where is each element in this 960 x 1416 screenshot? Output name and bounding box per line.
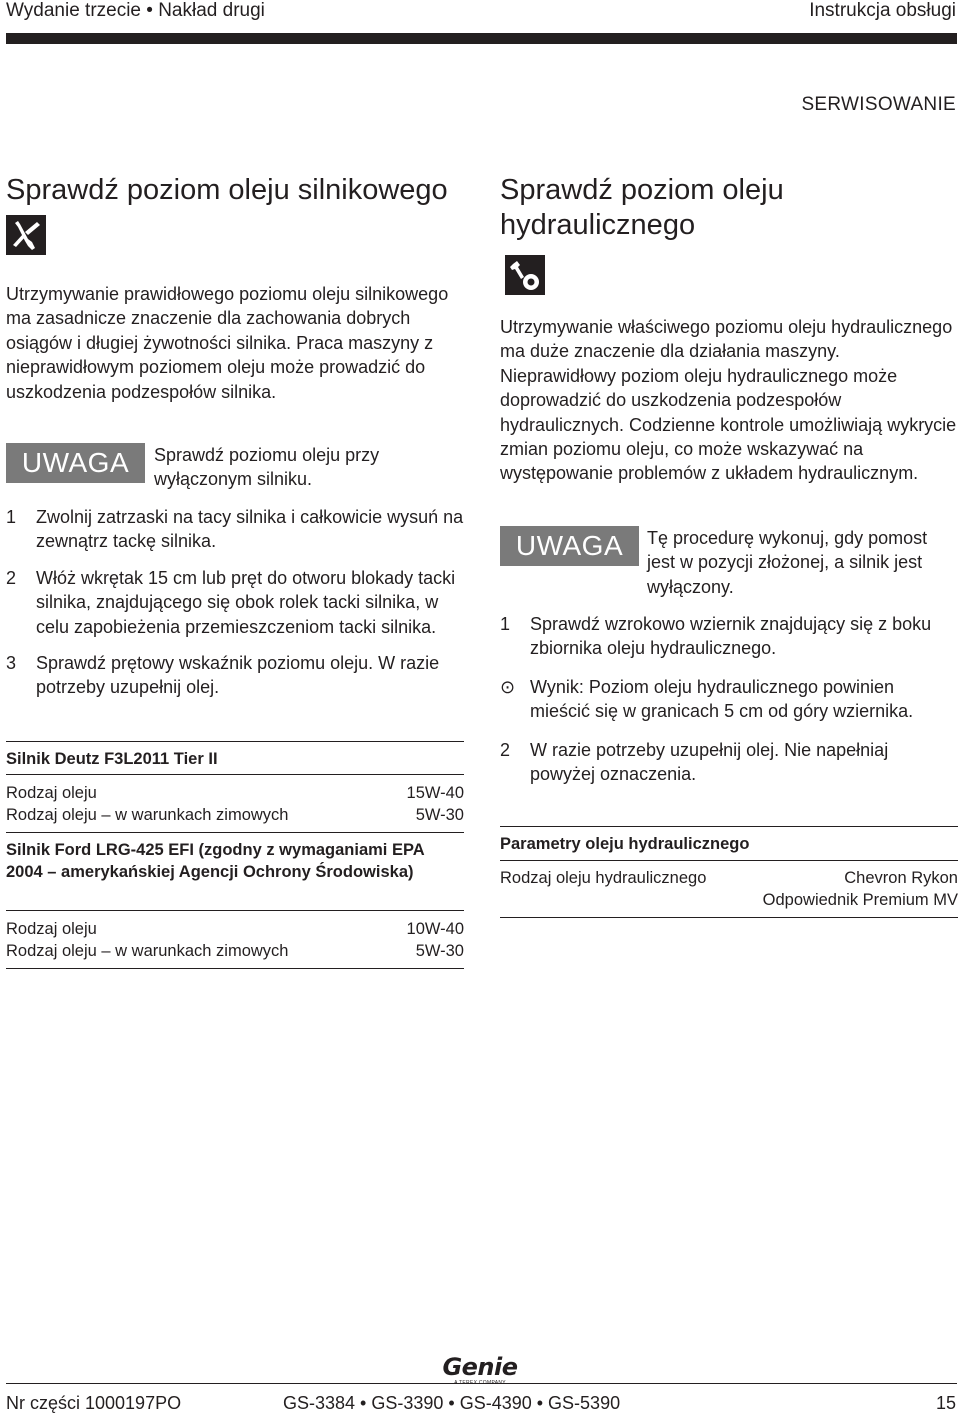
spec-row	[6, 782, 464, 804]
spec-rule	[500, 917, 958, 918]
right-title: Sprawdź poziom oleju hydraulicznego	[500, 174, 784, 241]
step-number: 3	[6, 653, 17, 674]
spec-label: Rodzaj oleju	[6, 784, 97, 802]
header-left: Wydanie trzecie • Nakład drugi	[6, 0, 265, 21]
spec-rule	[500, 860, 958, 861]
right-intro: Utrzymywanie właściwego poziomu oleju hydraulicznego ma duże znaczenie dla działania maszyny. Nieprawidłowy poziom oleju hydraulicznego może doprowadzić do uszkodzenia podzespołów hydraulicznych. Codzienne kontrole umożliwiają wykrycie zmian poziomu oleju, co może wskazywać na występowanie problemów z układem hydraulicznym.	[500, 317, 957, 484]
spec-value: 5W-30	[415, 942, 464, 960]
left-steps	[6, 505, 464, 700]
step-text: Włóż wkrętak 15 cm lub pręt do otworu blokady tacki silnika, znajdującego się obok rolek tacki silnika, w celu zapobieżenia przemieszczeniom tacki silnika.	[36, 567, 456, 637]
logo-subtext: A TEREX COMPANY	[454, 1380, 506, 1386]
step-number: 1	[500, 614, 511, 634]
spec1-title: Silnik Deutz F3L2011 Tier II	[6, 750, 218, 768]
spec-row	[6, 940, 464, 962]
footer-models: GS-3384 • GS-3390 • GS-4390 • GS-5390	[283, 1393, 621, 1413]
step-2	[500, 738, 958, 787]
spec-label: Rodzaj oleju hydraulicznego	[500, 869, 707, 887]
spec2-table	[6, 918, 464, 962]
step-text: Zwolnij zatrzaski na tacy silnika i całkowicie wysuń na zewnątrz tackę silnika.	[36, 507, 464, 552]
spec-label: Rodzaj oleju – w warunkach zimowych	[6, 942, 289, 960]
page-number: 15	[935, 1393, 956, 1413]
step-text: Sprawdź wzrokowo wziernik znajdujący się z boku zbiornika oleju hydraulicznego.	[530, 614, 932, 659]
spec-value: 5W-30	[415, 806, 464, 824]
spec-row	[500, 889, 958, 911]
left-title: Sprawdź poziom oleju silnikowego	[6, 174, 448, 206]
spec-rule	[6, 968, 464, 969]
step-text: Sprawdź prętowy wskaźnik poziomu oleju. W razie potrzeby uzupełnij olej.	[36, 653, 440, 698]
spec-value: Odpowiednik Premium MV	[762, 891, 958, 909]
footer-rule	[6, 1383, 957, 1384]
spec-label: Rodzaj oleju – w warunkach zimowych	[6, 806, 289, 824]
step-number: 2	[500, 739, 511, 760]
result-text: Wynik: Poziom oleju hydraulicznego powinien mieścić się w granicach 5 cm od góry wziernika.	[530, 676, 914, 722]
notice-badge: UWAGA	[6, 443, 145, 483]
step-number: 2	[6, 567, 17, 588]
spec-rule	[6, 910, 464, 911]
spec-value: Chevron Rykon	[844, 869, 958, 887]
right-steps	[500, 612, 958, 786]
header-right: Instrukcja obsługi	[809, 0, 956, 21]
spec-rule	[6, 832, 464, 833]
notice-text: Sprawdź poziomu oleju przy wyłączonym silniku.	[154, 445, 380, 490]
spec-value: 15W-40	[406, 784, 464, 802]
spec-rule	[6, 774, 464, 775]
spec2-title: Silnik Ford LRG-425 EFI (zgodny z wymaganiami EPA 2004 – amerykańskiej Agencji Ochrony Środowiska)	[6, 841, 425, 881]
wrench-gear-icon	[505, 255, 545, 295]
step-1	[6, 505, 464, 554]
result	[500, 675, 958, 724]
spec1-table	[6, 782, 464, 826]
spec-row	[6, 918, 464, 940]
step-3	[6, 651, 464, 700]
hyd-spec-table	[500, 867, 958, 911]
footer-part-number: Nr części 1000197PO	[6, 1393, 182, 1413]
spec-row	[500, 867, 958, 889]
step-number: 1	[6, 507, 17, 527]
tools-icon	[6, 215, 46, 255]
spec-row	[6, 804, 464, 826]
spec-label: Rodzaj oleju	[6, 920, 97, 938]
spec-rule	[500, 826, 958, 827]
header-rule	[6, 33, 957, 44]
section-label: SERWISOWANIE	[801, 94, 956, 115]
notice-text: Tę procedurę wykonuj, gdy pomost jest w pozycji złożonej, a silnik jest wyłączony.	[647, 528, 928, 597]
logo-text: Genie	[442, 1353, 518, 1381]
step-text: W razie potrzeby uzupełnij olej. Nie napełniaj powyżej oznaczenia.	[530, 739, 889, 785]
step-1	[500, 612, 958, 661]
hyd-spec-title: Parametry oleju hydraulicznego	[500, 835, 750, 853]
left-intro: Utrzymywanie prawidłowego poziomu oleju silnikowego ma zasadnicze znaczenie dla zachowania dobrych osiągów i długiej żywotności silnika. Praca maszyny z nieprawidłowym poziomem oleju może prowadzić do uszkodzenia podzespołów silnika.	[6, 284, 449, 402]
notice-badge: UWAGA	[500, 526, 639, 566]
spec-value: 10W-40	[406, 920, 464, 938]
spec-rule	[6, 741, 464, 742]
result-icon: ⊙	[500, 676, 516, 697]
genie-logo	[440, 1354, 520, 1386]
step-2	[6, 566, 464, 639]
